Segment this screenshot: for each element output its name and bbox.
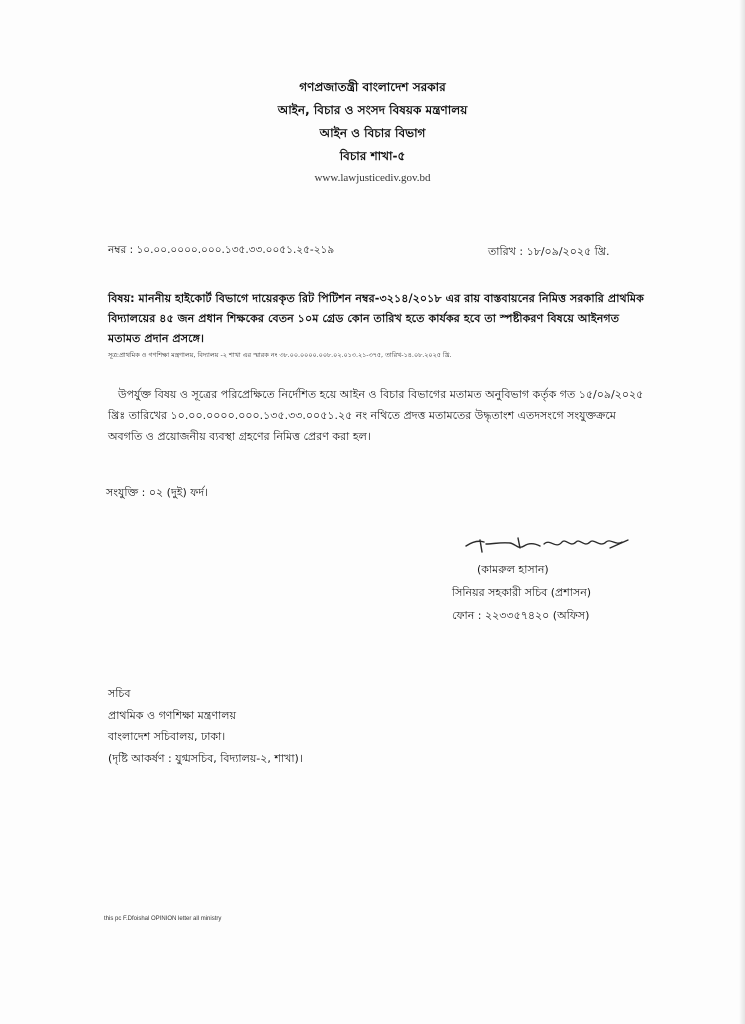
signatory-name: (কামরুল হাসান)	[477, 563, 549, 576]
ministry-name: আইন, বিচার ও সংসদ বিষয়ক মন্ত্রণালয়	[277, 103, 468, 117]
division-name: আইন ও বিচার বিভাগ	[319, 126, 426, 140]
memo-number: নম্বর : ১০.০০.০০০০.০০০.১৩৫.৩৩.০০৫১.২৫-২১৯	[108, 244, 335, 256]
government-name: গণপ্রজাতন্ত্রী বাংলাদেশ সরকার	[299, 80, 446, 94]
recipient-block	[108, 683, 508, 769]
website-url: www.lawjusticediv.gov.bd	[314, 172, 431, 184]
letterhead	[0, 76, 745, 188]
source-reference: সূত্র:প্রাথমিক ও গণশিক্ষা মন্ত্রণালয়, বিদ্যালয় -২ শাখা এর স্মারক নং ৩৮.০০.০০০০.০০৮.০২.০১৩.২১-৩৭৫, তারিখ-১৪.০৮.২০২৫ খ্রি.	[108, 351, 452, 359]
body-paragraph: উপর্যুক্ত বিষয় ও সূত্রের পরিপ্রেক্ষিতে নির্দেশিত হয়ে আইন ও বিচার বিভাগের মতামত অনুবিভাগ কর্তৃক গত ১৫/০৯/২০২৫ খ্রিঃ তারিখের ১০.০০.০০০০.০০০.১৩৫.৩৩.০০৫১.২৫ নং নথিতে প্রদত্ত মতামতের উদ্ধৃতাংশ এতদসংগে সংযুক্তক্রমে অবগতি ও প্রয়োজনীয় ব্যবস্থা গ্রহণের নিমিত্ত প্রেরণ করা হল।	[108, 388, 644, 443]
file-path-note: this pc F.Dfoishal OPINION letter all ministry	[104, 916, 222, 922]
attachment-note: সংযুক্তি : ০২ (দুই) ফর্দ।	[106, 486, 209, 499]
recipient-ministry: প্রাথমিক ও গণশিক্ষা মন্ত্রণালয়	[108, 708, 236, 722]
signature-graphic	[460, 532, 640, 564]
branch-name: বিচার শাখা-৫	[339, 149, 406, 163]
recipient-title: সচিব	[108, 687, 131, 700]
signatory-phone: ফোন : ২২৩৩৫৭৪২০ (অফিস)	[452, 609, 590, 622]
signatory-title: সিনিয়র সহকারী সচিব (প্রশাসন)	[452, 586, 592, 599]
handwritten-signature	[460, 532, 640, 564]
subject-line: বিষয়: মাননীয় হাইকোর্ট বিভাগে দায়েরকৃত রিট পিটিশন নম্বর-৩২১৪/২০১৮ এর রায় বাস্তবায়নের নিমিত্ত সরকারি প্রাথমিক বিদ্যালয়ের ৪৫ জন প্রধান শিক্ষকের বেতন ১০ম গ্রেড কোন তারিখ হতে কার্যকর হবে তা স্পষ্টীকরণ বিষয়ে আইনগত মতামত প্রদান প্রসঙ্গে।	[108, 292, 644, 345]
recipient-attention: (দৃষ্টি আকর্ষণ : যুগ্মসচিব, বিদ্যালয়-২, শাখা)।	[108, 751, 303, 765]
recipient-address: বাংলাদেশ সচিবালয়, ঢাকা।	[108, 730, 226, 743]
memo-date: তারিখ : ১৮/০৯/২০২৫ খ্রি.	[488, 245, 610, 258]
